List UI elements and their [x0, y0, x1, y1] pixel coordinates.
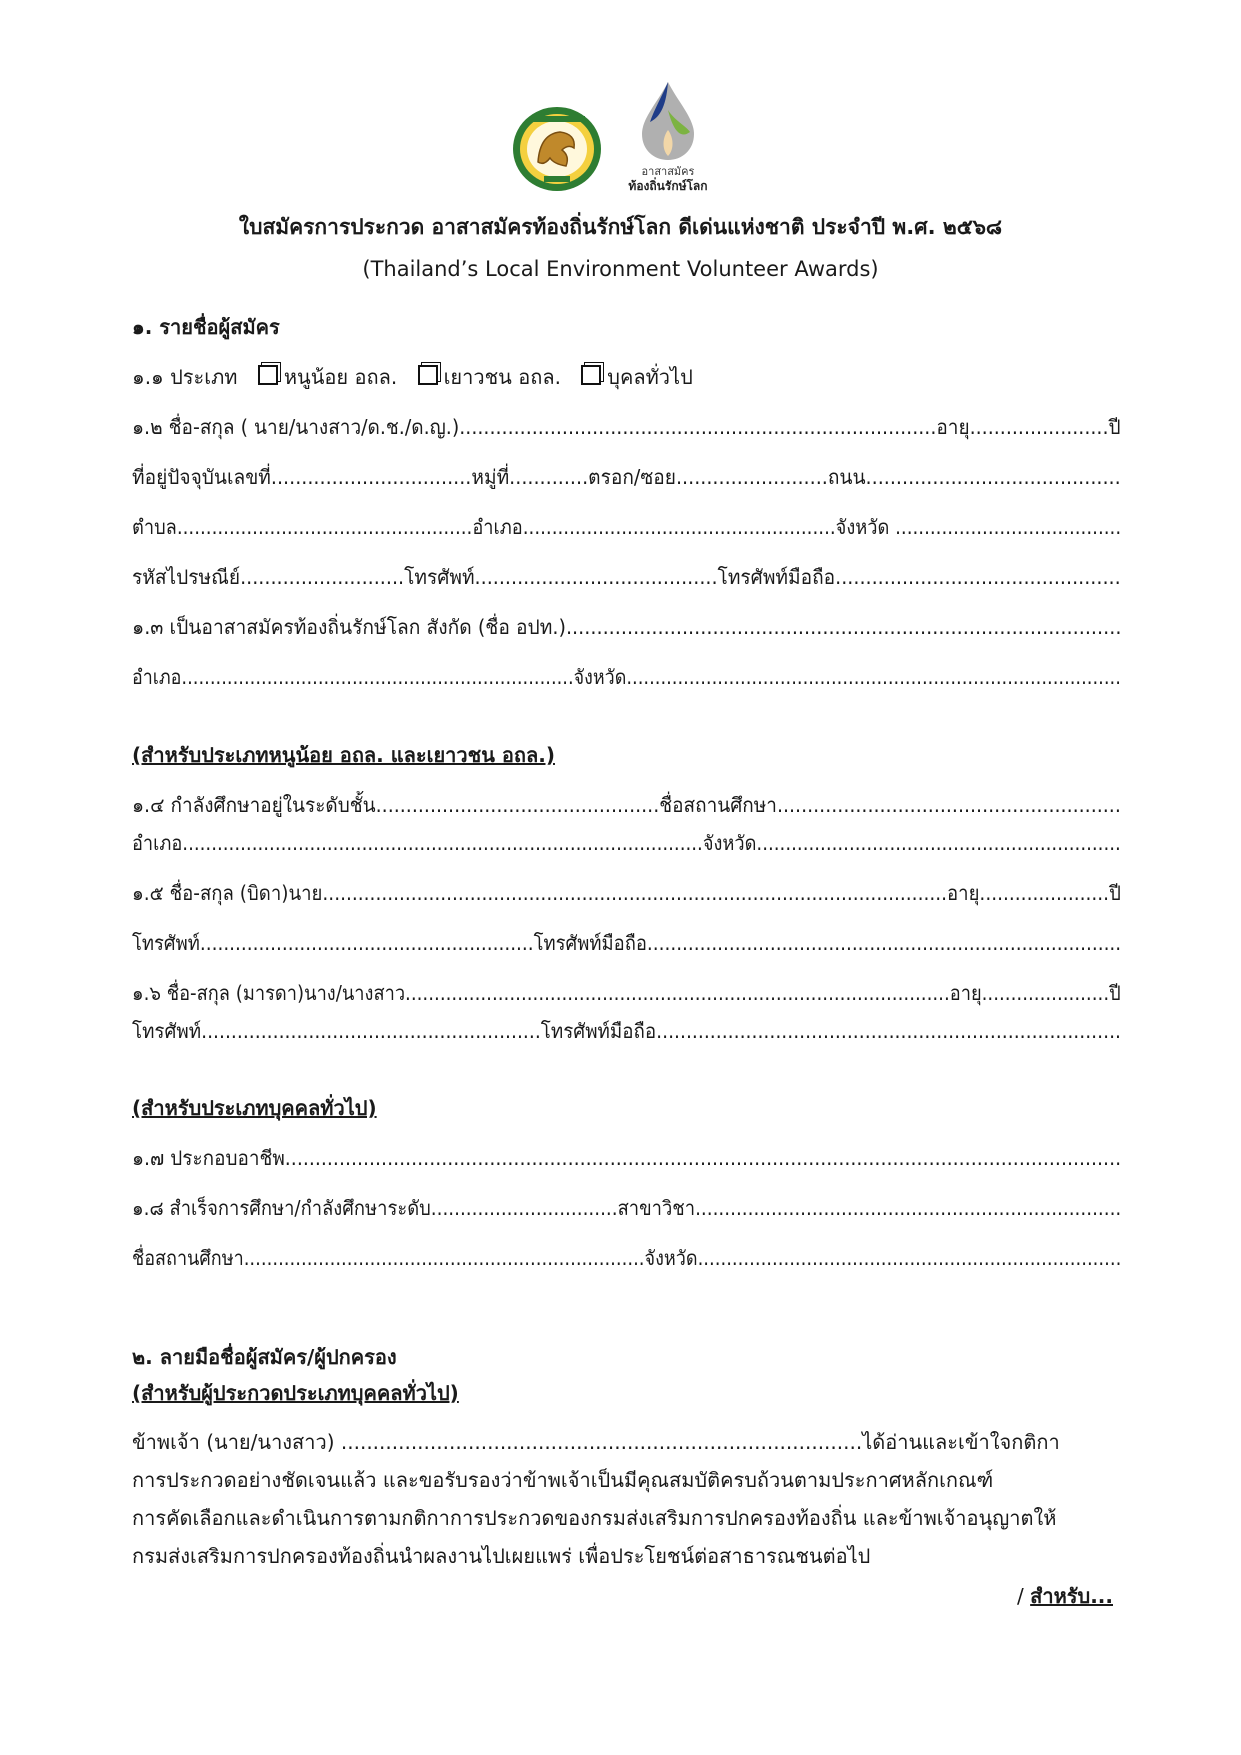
checkbox-child-volunteer[interactable] [258, 365, 278, 385]
declaration-line1[interactable]: ข้าพเจ้า (นาย/นางสาว) ..................................................................................ได้อ่านและเข้าใจกติกา [132, 1430, 1060, 1454]
occupation-field[interactable]: ๑.๗ ประกอบอาชีพ........................................................................................................................................... [132, 1146, 1122, 1170]
affiliation-field[interactable]: ๑.๓ เป็นอาสาสมัครท้องถิ่นรักษ์โลก สังกัด (ชื่อ อปท.)........................................................................................... [132, 615, 1122, 639]
father-name-field[interactable]: ๑.๕ ชื่อ-สกุล (บิดา)นาย..........................................................................................................อายุ......................ปี [132, 881, 1121, 905]
youth-subheading: (สำหรับประเภทหนูน้อย อถล. และเยาวชน อถล.) [132, 743, 555, 767]
section2-subheading: (สำหรับผู้ประกวดประเภทบุคคลทั่วไป) [132, 1381, 459, 1405]
education-major-field[interactable]: ๑.๘ สำเร็จการศึกษา/กำลังศึกษาระดับ................................สาขาวิชา......................................................................... [132, 1196, 1122, 1220]
section2-heading: ๒. ลายมือชื่อผู้สมัคร/ผู้ปกครอง [132, 1345, 397, 1369]
logo-text-line1: อาสาสมัคร [641, 165, 695, 178]
general-subheading: (สำหรับประเภทบุคคลทั่วไป) [132, 1096, 377, 1120]
form-title-english: (Thailand’s Local Environment Volunteer Awards) [362, 257, 879, 281]
type-option-child: หนูน้อย อถล. [283, 365, 398, 389]
type-option-general: บุคลทั่วไป [607, 365, 693, 389]
form-title-thai: ใบสมัครการประกวด อาสาสมัครท้องถิ่นรักษ์โลก ดีเด่นแห่งชาติ ประจำปี พ.ศ. ๒๕๖๘ [238, 215, 1003, 239]
declaration-line2: การประกวดอย่างชัดเจนแล้ว และขอรับรองว่าข้าพเจ้าเป็นมีคุณสมบัติครบถ้วนตามประกาศหลักเกณฑ์ [132, 1468, 994, 1492]
school-district-field[interactable]: อำเภอ..........................................................................................จังหวัด............................................................... [132, 831, 1121, 855]
district-province-field[interactable]: อำเภอ.....................................................................จังหวัด....................................................................................... [132, 665, 1121, 689]
declaration-line4: กรมส่งเสริมการปกครองท้องถิ่นนำผลงานไปเผยแพร่ เพื่อประโยชน์ต่อสาธารณชนต่อไป [132, 1544, 871, 1568]
declaration-line3: การคัดเลือกและดำเนินการตามกติกาการประกวดของกรมส่งเสริมการปกครองท้องถิ่น และข้าพเจ้าอนุญาตให้ [132, 1506, 1057, 1530]
logo-text-line2: ท้องถิ่นรักษ์โลก [628, 179, 708, 193]
continued-note [1017, 1582, 1113, 1610]
school-province-field[interactable]: ชื่อสถานศึกษา......................................................................จังหวัด.......................................................................... [132, 1246, 1122, 1270]
postal-phone-field[interactable]: รหัสไปรษณีย์...........................โทรศัพท์........................................โทรศัพท์มือถือ............................................... [132, 565, 1121, 589]
education-level-field[interactable]: ๑.๔ กำลังศึกษาอยู่ในระดับชั้น...............................................ชื่อสถานศึกษา......................................................... [132, 793, 1121, 817]
name-age-field[interactable]: ๑.๒ ชื่อ-สกุล ( นาย/นางสาว/ด.ช./ด.ญ.)...............................................................................อายุ.......................ปี [132, 415, 1121, 439]
mother-name-field[interactable]: ๑.๖ ชื่อ-สกุล (มารดา)นาง/นางสาว..............................................................................................อายุ......................ปี [132, 981, 1121, 1005]
type-option-youth: เยาวชน อถล. [443, 365, 561, 389]
checkbox-youth-volunteer[interactable] [418, 365, 438, 385]
mother-phone-field[interactable]: โทรศัพท์.........................................................โทรศัพท์มือถือ.............................................................................. [132, 1019, 1121, 1043]
department-seal-icon [510, 104, 605, 194]
continued-label: สำหรับ... [1030, 1584, 1113, 1608]
type-label: ๑.๑ ประเภท [132, 365, 238, 389]
subdistrict-field[interactable]: ตำบล...................................................อำเภอ......................................................จังหวัด ....................................... [132, 515, 1122, 539]
address-field[interactable]: ที่อยู่ปัจจุบันเลขที่.................................หมู่ที่.............ตรอก/ซอย.........................ถนน.......................................... [132, 465, 1121, 489]
continued-prefix: / [1017, 1584, 1031, 1608]
father-phone-field[interactable]: โทรศัพท์.........................................................โทรศัพท์มือถือ................................................................................. [132, 931, 1122, 955]
checkbox-general-public[interactable] [581, 365, 601, 385]
section1-heading: ๑. รายชื่อผู้สมัคร [132, 315, 280, 339]
type-row [132, 363, 693, 391]
